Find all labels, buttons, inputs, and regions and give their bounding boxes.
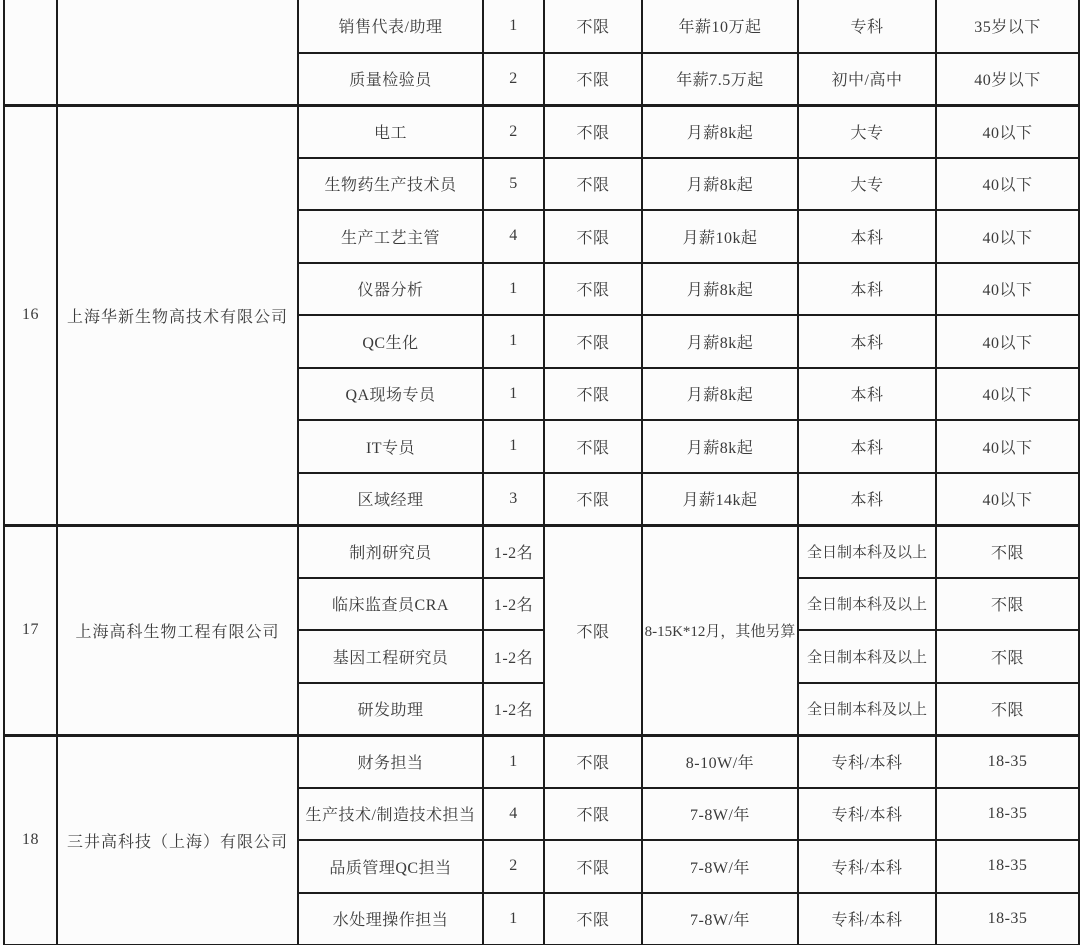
age-cell: 40以下 bbox=[936, 105, 1079, 158]
salary-cell: 月薪8k起 bbox=[642, 315, 798, 368]
salary-cell: 7-8W/年 bbox=[642, 788, 798, 841]
education-cell: 专科/本科 bbox=[798, 893, 936, 945]
education-cell: 本科 bbox=[798, 210, 936, 263]
age-cell: 40以下 bbox=[936, 210, 1079, 263]
education-cell: 专科/本科 bbox=[798, 840, 936, 893]
age-cell: 不限 bbox=[936, 630, 1079, 683]
age-cell: 40以下 bbox=[936, 420, 1079, 473]
gender-cell: 不限 bbox=[544, 735, 642, 788]
education-cell: 专科 bbox=[798, 0, 936, 53]
salary-cell: 年薪10万起 bbox=[642, 0, 798, 53]
age-cell: 18-35 bbox=[936, 735, 1079, 788]
position-cell: 电工 bbox=[298, 105, 483, 158]
age-cell: 18-35 bbox=[936, 788, 1079, 841]
index-cell: 17 bbox=[4, 525, 57, 735]
position-cell: 生物药生产技术员 bbox=[298, 158, 483, 211]
education-cell: 专科/本科 bbox=[798, 735, 936, 788]
salary-cell-merged: 8-15K*12月，其他另算 bbox=[642, 525, 798, 735]
position-cell: 生产技术/制造技术担当 bbox=[298, 788, 483, 841]
position-cell: 制剂研究员 bbox=[298, 525, 483, 578]
count-cell: 2 bbox=[483, 840, 544, 893]
job-listings-table bbox=[3, 0, 1080, 945]
count-cell: 4 bbox=[483, 210, 544, 263]
education-cell: 大专 bbox=[798, 105, 936, 158]
education-cell: 本科 bbox=[798, 315, 936, 368]
count-cell: 5 bbox=[483, 158, 544, 211]
position-cell: QA现场专员 bbox=[298, 368, 483, 421]
education-cell: 全日制本科及以上 bbox=[798, 683, 936, 736]
salary-cell: 年薪7.5万起 bbox=[642, 53, 798, 106]
age-cell: 40以下 bbox=[936, 158, 1079, 211]
age-cell: 35岁以下 bbox=[936, 0, 1079, 53]
count-cell: 3 bbox=[483, 473, 544, 526]
education-cell: 全日制本科及以上 bbox=[798, 630, 936, 683]
gender-cell: 不限 bbox=[544, 105, 642, 158]
count-cell: 1 bbox=[483, 368, 544, 421]
count-cell: 2 bbox=[483, 53, 544, 106]
count-cell: 1-2名 bbox=[483, 525, 544, 578]
age-cell: 18-35 bbox=[936, 840, 1079, 893]
age-cell: 40岁以下 bbox=[936, 53, 1079, 106]
education-cell: 大专 bbox=[798, 158, 936, 211]
position-cell: 区域经理 bbox=[298, 473, 483, 526]
count-cell: 1-2名 bbox=[483, 578, 544, 631]
salary-cell: 7-8W/年 bbox=[642, 893, 798, 945]
section-partial bbox=[4, 0, 1079, 105]
position-cell: 质量检验员 bbox=[298, 53, 483, 106]
count-cell: 4 bbox=[483, 788, 544, 841]
company-cell: 三井高科技（上海）有限公司 bbox=[57, 735, 298, 945]
count-cell: 1-2名 bbox=[483, 630, 544, 683]
position-cell: 临床监查员CRA bbox=[298, 578, 483, 631]
gender-cell: 不限 bbox=[544, 788, 642, 841]
salary-cell: 月薪8k起 bbox=[642, 368, 798, 421]
age-cell: 不限 bbox=[936, 578, 1079, 631]
position-cell: 生产工艺主管 bbox=[298, 210, 483, 263]
education-cell: 专科/本科 bbox=[798, 788, 936, 841]
salary-cell: 月薪14k起 bbox=[642, 473, 798, 526]
count-cell: 1 bbox=[483, 315, 544, 368]
section-16 bbox=[4, 105, 1079, 525]
table-row bbox=[4, 525, 1079, 578]
salary-cell: 8-10W/年 bbox=[642, 735, 798, 788]
position-cell: QC生化 bbox=[298, 315, 483, 368]
age-cell: 不限 bbox=[936, 525, 1079, 578]
gender-cell: 不限 bbox=[544, 263, 642, 316]
count-cell: 1 bbox=[483, 263, 544, 316]
gender-cell: 不限 bbox=[544, 53, 642, 106]
index-cell bbox=[4, 0, 57, 105]
index-cell: 18 bbox=[4, 735, 57, 945]
age-cell: 40以下 bbox=[936, 315, 1079, 368]
count-cell: 1 bbox=[483, 735, 544, 788]
education-cell: 全日制本科及以上 bbox=[798, 578, 936, 631]
education-cell: 全日制本科及以上 bbox=[798, 525, 936, 578]
age-cell: 40以下 bbox=[936, 263, 1079, 316]
count-cell: 2 bbox=[483, 105, 544, 158]
count-cell: 1 bbox=[483, 420, 544, 473]
salary-cell: 月薪8k起 bbox=[642, 105, 798, 158]
count-cell: 1-2名 bbox=[483, 683, 544, 736]
table-row bbox=[4, 0, 1079, 53]
salary-cell: 7-8W/年 bbox=[642, 840, 798, 893]
gender-cell-merged: 不限 bbox=[544, 525, 642, 735]
position-cell: 销售代表/助理 bbox=[298, 0, 483, 53]
section-18 bbox=[4, 735, 1079, 945]
count-cell: 1 bbox=[483, 0, 544, 53]
gender-cell: 不限 bbox=[544, 210, 642, 263]
gender-cell: 不限 bbox=[544, 473, 642, 526]
education-cell: 本科 bbox=[798, 473, 936, 526]
company-cell: 上海高科生物工程有限公司 bbox=[57, 525, 298, 735]
gender-cell: 不限 bbox=[544, 893, 642, 945]
age-cell: 40以下 bbox=[936, 368, 1079, 421]
education-cell: 初中/高中 bbox=[798, 53, 936, 106]
gender-cell: 不限 bbox=[544, 0, 642, 53]
position-cell: 品质管理QC担当 bbox=[298, 840, 483, 893]
position-cell: IT专员 bbox=[298, 420, 483, 473]
age-cell: 18-35 bbox=[936, 893, 1079, 945]
company-cell bbox=[57, 0, 298, 105]
gender-cell: 不限 bbox=[544, 840, 642, 893]
gender-cell: 不限 bbox=[544, 158, 642, 211]
education-cell: 本科 bbox=[798, 263, 936, 316]
education-cell: 本科 bbox=[798, 420, 936, 473]
salary-cell: 月薪10k起 bbox=[642, 210, 798, 263]
section-17 bbox=[4, 525, 1079, 735]
position-cell: 基因工程研究员 bbox=[298, 630, 483, 683]
gender-cell: 不限 bbox=[544, 315, 642, 368]
table-row bbox=[4, 105, 1079, 158]
position-cell: 财务担当 bbox=[298, 735, 483, 788]
position-cell: 仪器分析 bbox=[298, 263, 483, 316]
index-cell: 16 bbox=[4, 105, 57, 525]
count-cell: 1 bbox=[483, 893, 544, 945]
education-cell: 本科 bbox=[798, 368, 936, 421]
age-cell: 40以下 bbox=[936, 473, 1079, 526]
age-cell: 不限 bbox=[936, 683, 1079, 736]
salary-cell: 月薪8k起 bbox=[642, 158, 798, 211]
position-cell: 水处理操作担当 bbox=[298, 893, 483, 945]
gender-cell: 不限 bbox=[544, 420, 642, 473]
salary-cell: 月薪8k起 bbox=[642, 420, 798, 473]
salary-cell: 月薪8k起 bbox=[642, 263, 798, 316]
gender-cell: 不限 bbox=[544, 368, 642, 421]
company-cell: 上海华新生物高技术有限公司 bbox=[57, 105, 298, 525]
position-cell: 研发助理 bbox=[298, 683, 483, 736]
table-row bbox=[4, 735, 1079, 788]
